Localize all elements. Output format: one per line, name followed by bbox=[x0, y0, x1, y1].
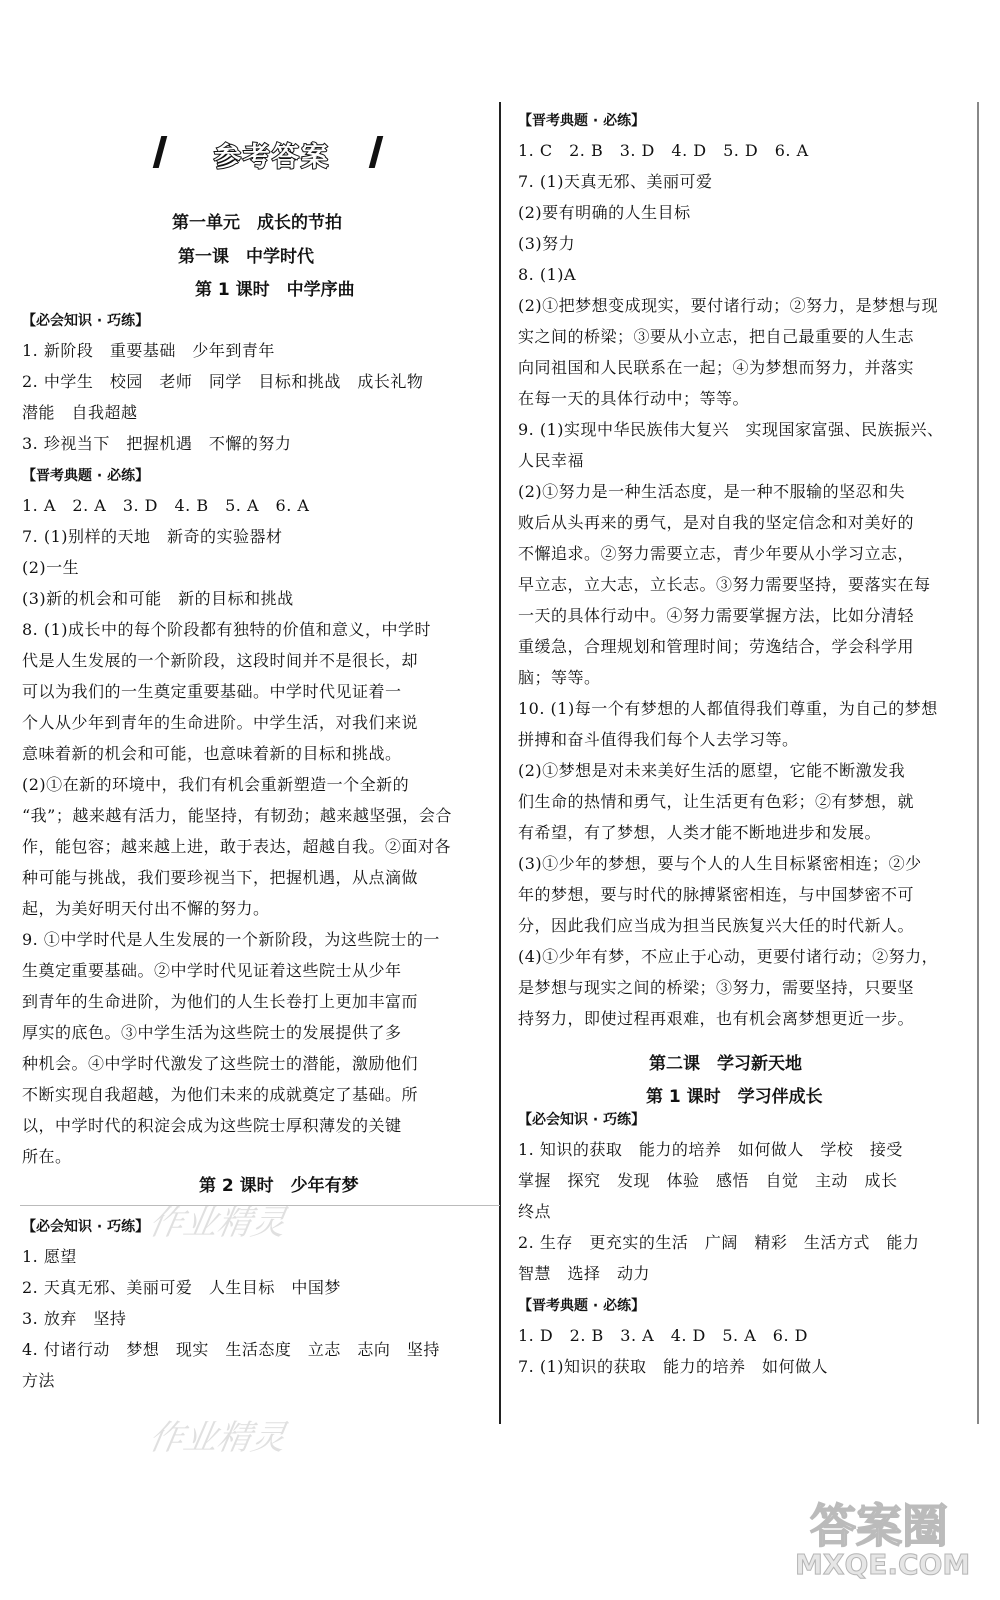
answer-line: 们生命的热情和勇气，让生活更有色彩；②有梦想，就 bbox=[518, 792, 915, 811]
answer-line: “我”；越来越有活力，能坚持，有韧劲；越来越坚强，会合 bbox=[22, 806, 452, 825]
answer-line: 7. (1)天真无邪、美丽可爱 bbox=[518, 172, 713, 191]
answer-line: 2. 天真无邪、美丽可爱 人生目标 中国梦 bbox=[22, 1278, 341, 1297]
logo-text: 答案圈 bbox=[810, 1499, 948, 1553]
answer-line: 拼搏和奋斗值得我们每个人去学习等。 bbox=[518, 730, 799, 749]
answer-line: 厚实的底色。③中学生活为这些院士的发展提供了多 bbox=[22, 1023, 402, 1042]
answer-line: 脑；等等。 bbox=[518, 668, 601, 687]
answer-line: 1. A 2. A 3. D 4. B 5. A 6. A bbox=[22, 496, 310, 515]
answer-line: 意味着新的机会和可能，也意味着新的目标和挑战。 bbox=[22, 744, 402, 763]
answer-line: 年的梦想，要与时代的脉搏紧密相连，与中国梦密不可 bbox=[518, 885, 915, 904]
answer-line: 败后从头再来的勇气，是对自我的坚定信念和对美好的 bbox=[518, 513, 915, 532]
answer-line: 个人从少年到青年的生命进阶。中学生活，对我们来说 bbox=[22, 713, 419, 732]
answer-line: 9. (1)实现中华民族伟大复兴 实现国家富强、民族振兴、 bbox=[518, 420, 944, 439]
answer-line: 3. 放弃 坚持 bbox=[22, 1309, 127, 1328]
answer-line: 人民幸福 bbox=[518, 451, 585, 470]
answer-line: 掌握 探究 发现 体验 感悟 自觉 主动 成长 bbox=[518, 1171, 898, 1190]
answer-line: 7. (1)知识的获取 能力的培养 如何做人 bbox=[518, 1357, 829, 1376]
answer-line: (2)①在新的环境中，我们有机会重新塑造一个全新的 bbox=[22, 775, 410, 794]
answer-line: (2)①梦想是对未来美好生活的愿望，它能不断激发我 bbox=[518, 761, 906, 780]
section-heading: 【必会知识 · 巧练】 bbox=[518, 1112, 646, 1128]
answer-line: (3)努力 bbox=[518, 234, 576, 253]
column-divider bbox=[499, 102, 501, 1424]
answer-line: 在每一天的具体行动中；等等。 bbox=[518, 389, 750, 408]
banner-slash-left bbox=[153, 136, 168, 168]
period-title: 第 1 课时 中学序曲 bbox=[195, 280, 355, 300]
period3-title: 第 1 课时 学习伴成长 bbox=[646, 1087, 823, 1107]
section-heading: 【必会知识 · 巧练】 bbox=[22, 1219, 150, 1235]
unit-title: 第一单元 成长的节拍 bbox=[172, 213, 342, 233]
answer-line: 2. 生存 更充实的生活 广阔 精彩 生活方式 能力 bbox=[518, 1233, 920, 1252]
answer-line: 8. (1)成长中的每个阶段都有独特的价值和意义，中学时 bbox=[22, 620, 432, 639]
section-heading: 【晋考典题 · 必练】 bbox=[518, 1298, 646, 1314]
answer-line: 以，中学时代的积淀会成为这些院士厚积薄发的关键 bbox=[22, 1116, 402, 1135]
answer-line: (3)新的机会和可能 新的目标和挑战 bbox=[22, 589, 294, 608]
answer-line: 9. ①中学时代是人生发展的一个新阶段，为这些院士的一 bbox=[22, 930, 440, 949]
answer-line: 4. 付诸行动 梦想 现实 生活态度 立志 志向 坚持 bbox=[22, 1340, 440, 1359]
section-heading: 【晋考典题 · 必练】 bbox=[518, 113, 646, 129]
lesson-title: 第一课 中学时代 bbox=[178, 247, 314, 267]
answer-line: (2)①把梦想变成现实，要付诸行动；②努力，是梦想与现 bbox=[518, 296, 939, 315]
answer-line: 潜能 自我超越 bbox=[22, 403, 138, 422]
answer-line: 一天的具体行动中。④努力需要掌握方法，比如分清轻 bbox=[518, 606, 915, 625]
banner-title: 参考答案 bbox=[214, 142, 330, 173]
answer-line: 到青年的生命进阶，为他们的人生长卷打上更加丰富而 bbox=[22, 992, 419, 1011]
watermark: 作业精灵 bbox=[145, 1418, 289, 1458]
answer-line: 智慧 选择 动力 bbox=[518, 1264, 651, 1283]
answer-line: 所在。 bbox=[22, 1147, 72, 1166]
section-heading: 【必会知识 · 巧练】 bbox=[22, 313, 150, 329]
answer-line: 1. C 2. B 3. D 4. D 5. D 6. A bbox=[518, 141, 809, 160]
answer-line: 方法 bbox=[22, 1371, 56, 1390]
answer-line: 代是人生发展的一个新阶段，这段时间并不是很长，却 bbox=[22, 651, 419, 670]
answer-line: 3. 珍视当下 把握机遇 不懈的努力 bbox=[22, 434, 292, 453]
answer-line: (4)①少年有梦，不应止于心动，更要付诸行动；②努力， bbox=[518, 947, 939, 966]
answer-line: 重缓急，合理规划和管理时间；劳逸结合，学会科学用 bbox=[518, 637, 915, 656]
banner-slash-right bbox=[369, 136, 384, 168]
answer-line: 1. D 2. B 3. A 4. D 5. A 6. D bbox=[518, 1326, 808, 1345]
answer-line: 早立志，立大志，立长志。③努力需要坚持，要落实在每 bbox=[518, 575, 931, 594]
answer-line: 是梦想与现实之间的桥梁；③努力，需要坚持，只要坚 bbox=[518, 978, 915, 997]
section-heading: 【晋考典题 · 必练】 bbox=[22, 468, 150, 484]
answer-line: (2)要有明确的人生目标 bbox=[518, 203, 691, 222]
answer-line: 作，能包容；越来越上进，敢于表达，超越自我。②面对各 bbox=[22, 837, 452, 856]
answer-line: 实之间的桥梁；③要从小立志，把自己最重要的人生志 bbox=[518, 327, 915, 346]
answer-banner bbox=[155, 132, 387, 172]
answer-line: 不断实现自我超越，为他们未来的成就奠定了基础。所 bbox=[22, 1085, 419, 1104]
answer-line: 生奠定重要基础。②中学时代见证着这些院士从少年 bbox=[22, 961, 402, 980]
answer-line: 起，为美好明天付出不懈的努力。 bbox=[22, 899, 270, 918]
logo-url: MXQE.COM bbox=[795, 1548, 971, 1581]
answer-line: (2)一生 bbox=[22, 558, 80, 577]
answer-line: 1. 新阶段 重要基础 少年到青年 bbox=[22, 341, 275, 360]
answer-line: (3)①少年的梦想，要与个人的人生目标紧密相连；②少 bbox=[518, 854, 922, 873]
lesson2-title: 第二课 学习新天地 bbox=[649, 1054, 802, 1074]
answer-line: 10. (1)每一个有梦想的人都值得我们尊重，为自己的梦想 bbox=[518, 699, 938, 718]
answer-line: 终点 bbox=[518, 1202, 552, 1221]
answer-line: 持努力，即使过程再艰难，也有机会离梦想更近一步。 bbox=[518, 1009, 915, 1028]
period2-title: 第 2 课时 少年有梦 bbox=[199, 1176, 359, 1196]
answer-line: 有希望，有了梦想，人类才能不断地进步和发展。 bbox=[518, 823, 882, 842]
answer-line: 种可能与挑战，我们要珍视当下，把握机遇，从点滴做 bbox=[22, 868, 419, 887]
answer-line: 分，因此我们应当成为担当民族复兴大任的时代新人。 bbox=[518, 916, 915, 935]
site-logo bbox=[790, 1490, 980, 1590]
answer-line: 不懈追求。②努力需要立志，青少年要从小学习立志， bbox=[518, 544, 915, 563]
answer-line: 向同祖国和人民联系在一起；④为梦想而努力，并落实 bbox=[518, 358, 915, 377]
watermark: 作业精灵 bbox=[145, 1203, 289, 1243]
answer-line: (2)①努力是一种生活态度，是一种不服输的坚忍和失 bbox=[518, 482, 906, 501]
answer-line: 7. (1)别样的天地 新奇的实验器材 bbox=[22, 527, 283, 546]
answer-line: 1. 愿望 bbox=[22, 1247, 77, 1266]
answer-line: 可以为我们的一生奠定重要基础。中学时代见证着一 bbox=[22, 682, 402, 701]
answer-line: 8. (1)A bbox=[518, 265, 577, 284]
answer-line: 2. 中学生 校园 老师 同学 目标和挑战 成长礼物 bbox=[22, 372, 424, 391]
answer-line: 种机会。④中学时代激发了这些院士的潜能，激励他们 bbox=[22, 1054, 419, 1073]
answer-line: 1. 知识的获取 能力的培养 如何做人 学校 接受 bbox=[518, 1140, 903, 1159]
page-edge-line bbox=[977, 102, 979, 1424]
